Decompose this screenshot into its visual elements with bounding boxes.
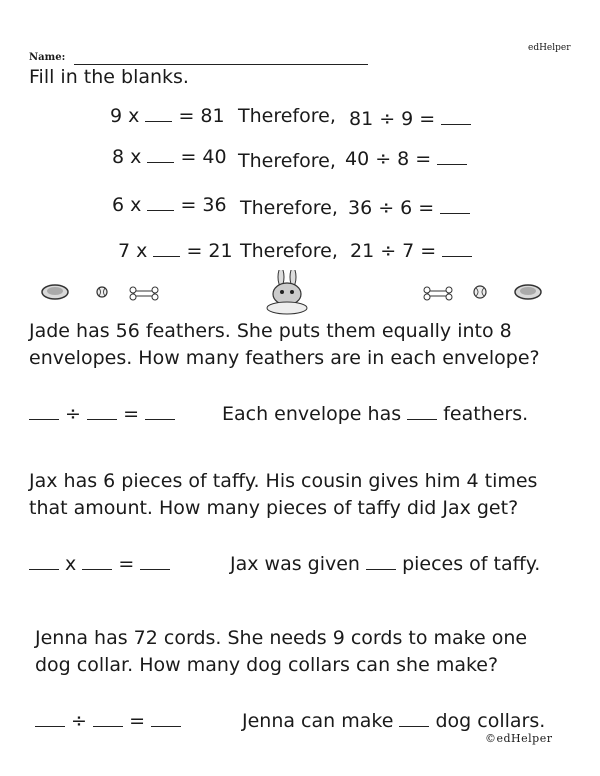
answer-prefix: Jax was given	[230, 553, 360, 575]
operator-symbol: x	[65, 553, 77, 575]
answer-blank[interactable]	[29, 405, 59, 420]
decorative-divider	[0, 270, 600, 320]
word-problem: Jade has 56 feathers. She puts them equally into 8 envelopes. How many feathers are in each envelope?	[29, 320, 540, 369]
coin-icon	[515, 285, 541, 299]
division-row	[350, 240, 472, 262]
problem-equation	[35, 710, 181, 732]
answer-sentence	[230, 553, 540, 575]
answer-blank[interactable]	[440, 199, 470, 214]
answer-prefix: Each envelope has	[222, 403, 402, 425]
word-problem: Jax has 6 pieces of taffy. His cousin gives him 4 times that amount. How many pieces of taffy did Jax get?	[29, 470, 538, 519]
answer-suffix: dog collars.	[435, 710, 546, 732]
bone-icon	[424, 287, 452, 300]
equation-row	[118, 240, 233, 262]
answer-blank[interactable]	[93, 712, 123, 727]
equals-symbol: =	[129, 710, 145, 732]
answer-blank[interactable]	[145, 107, 172, 122]
answer-suffix: pieces of taffy.	[402, 553, 541, 575]
answer-blank[interactable]	[366, 555, 396, 570]
division-expression: 40 ÷ 8 =	[345, 148, 432, 170]
equation-row	[112, 146, 227, 168]
division-row	[348, 197, 470, 219]
therefore-label: Therefore,	[238, 105, 336, 127]
equals-symbol: =	[123, 403, 139, 425]
coin-icon	[42, 285, 68, 299]
multiplication-factor: 7 x	[118, 240, 148, 262]
equals-symbol: =	[118, 553, 135, 575]
baseball-icon	[97, 287, 107, 297]
operator-symbol: ÷	[71, 710, 87, 732]
multiplication-factor: 8 x	[112, 146, 142, 168]
copyright-label: ©edHelper	[485, 732, 553, 745]
name-field[interactable]	[74, 64, 368, 65]
answer-blank[interactable]	[140, 555, 170, 570]
division-row	[349, 108, 471, 130]
answer-sentence	[242, 710, 545, 732]
problem-equation	[29, 553, 170, 575]
answer-blank[interactable]	[442, 242, 472, 257]
answer-blank[interactable]	[87, 405, 117, 420]
answer-blank[interactable]	[151, 712, 181, 727]
answer-blank[interactable]	[29, 555, 59, 570]
instructions: Fill in the blanks.	[29, 66, 189, 88]
therefore-label: Therefore,	[238, 150, 336, 172]
answer-blank[interactable]	[145, 405, 175, 420]
answer-prefix: Jenna can make	[242, 710, 394, 732]
operator-symbol: ÷	[65, 403, 81, 425]
answer-blank[interactable]	[437, 150, 467, 165]
name-label: Name:	[29, 52, 66, 63]
multiplication-product: = 21	[186, 240, 233, 262]
answer-blank[interactable]	[407, 405, 437, 420]
therefore-label: Therefore,	[240, 240, 338, 262]
answer-blank[interactable]	[399, 712, 429, 727]
answer-blank[interactable]	[441, 110, 471, 125]
therefore-label: Therefore,	[240, 197, 338, 219]
bunny-mascot-icon	[267, 270, 307, 314]
baseball-icon	[474, 286, 486, 298]
answer-blank[interactable]	[147, 148, 174, 163]
multiplication-product: = 36	[180, 194, 227, 216]
problem-equation	[29, 403, 175, 425]
answer-sentence	[222, 403, 528, 425]
multiplication-product: = 81	[178, 105, 225, 127]
division-row	[345, 148, 467, 170]
multiplication-factor: 9 x	[110, 105, 140, 127]
answer-suffix: feathers.	[443, 403, 529, 425]
division-expression: 36 ÷ 6 =	[348, 197, 435, 219]
answer-blank[interactable]	[153, 242, 180, 257]
equation-row	[110, 105, 225, 127]
multiplication-factor: 6 x	[112, 194, 142, 216]
division-expression: 81 ÷ 9 =	[349, 108, 436, 130]
bone-icon	[130, 287, 158, 300]
brand-label: edHelper	[528, 43, 571, 53]
answer-blank[interactable]	[35, 712, 65, 727]
multiplication-product: = 40	[180, 146, 227, 168]
answer-blank[interactable]	[147, 196, 174, 211]
word-problem: Jenna has 72 cords. She needs 9 cords to make one dog collar. How many dog collars can she make?	[35, 627, 528, 676]
equation-row	[112, 194, 227, 216]
answer-blank[interactable]	[82, 555, 112, 570]
division-expression: 21 ÷ 7 =	[350, 240, 437, 262]
